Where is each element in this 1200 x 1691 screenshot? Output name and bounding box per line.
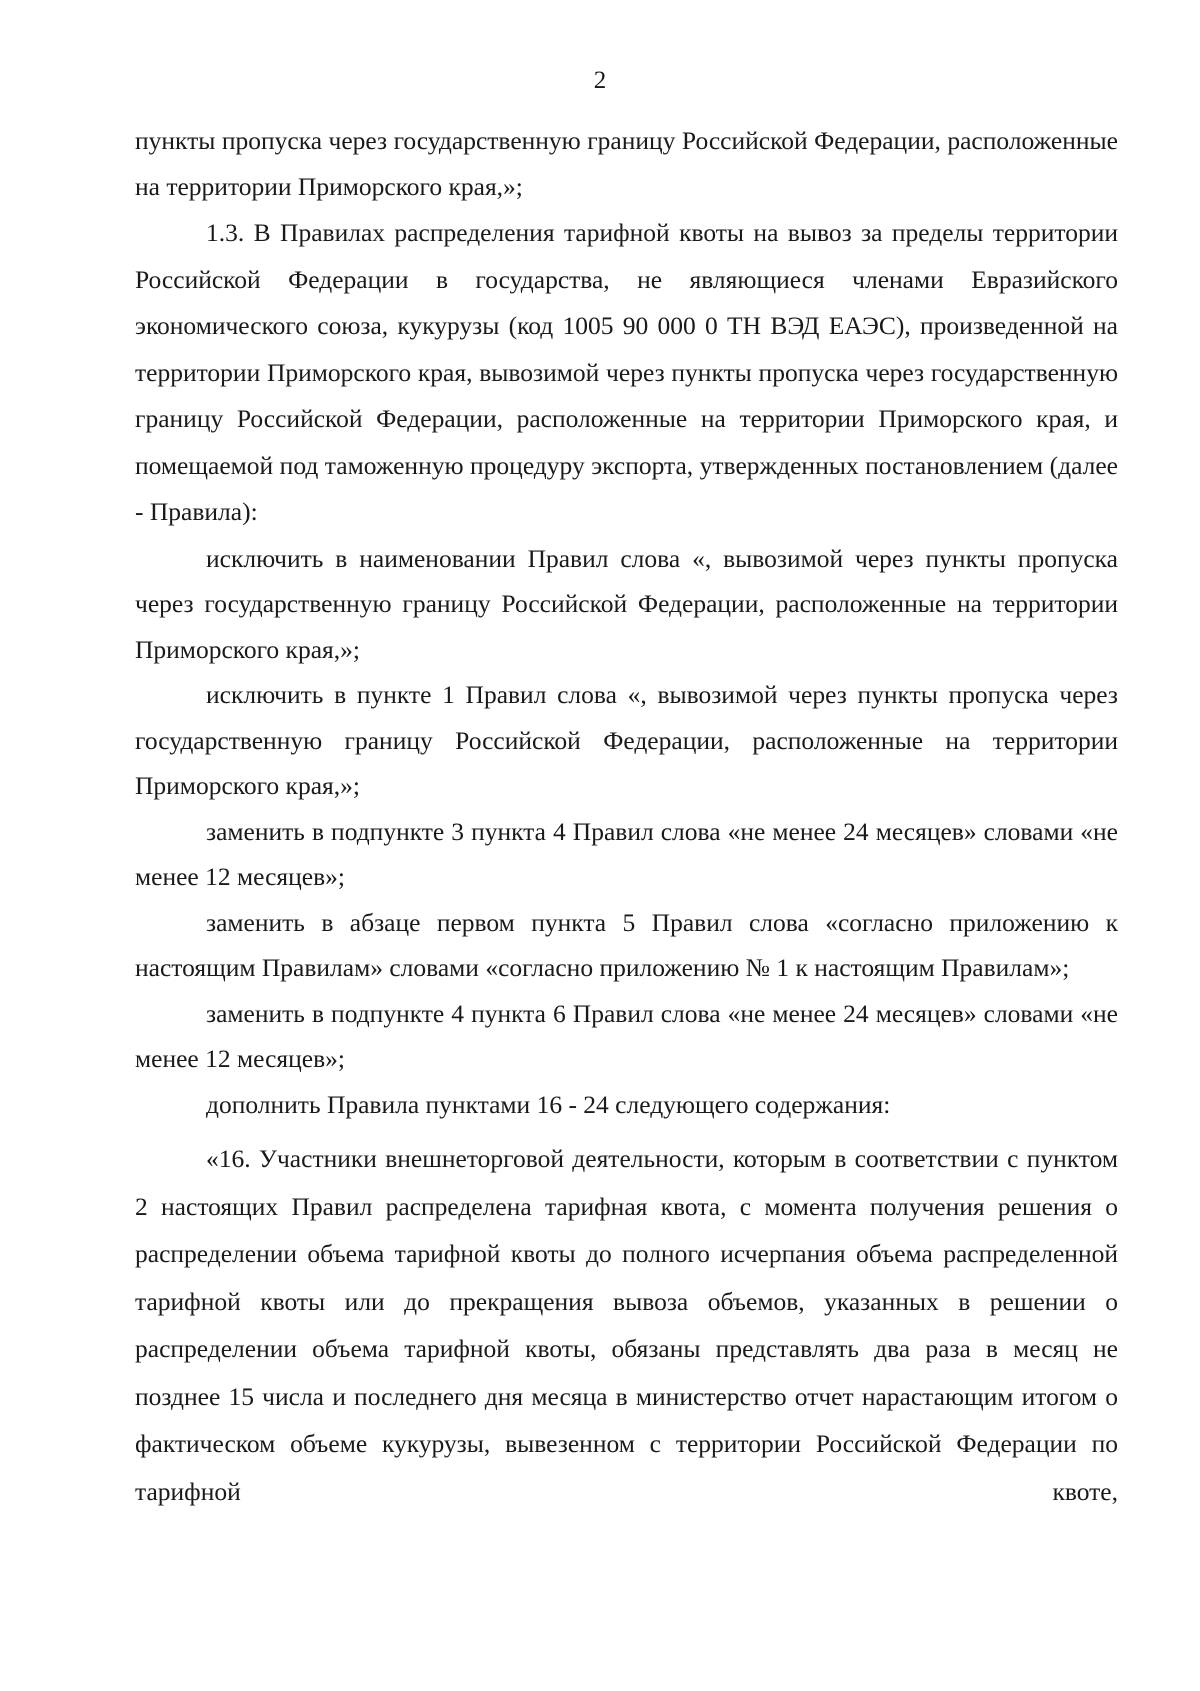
paragraph-add-points: дополнить Правила пунктами 16 - 24 следующего содержания: [206,1089,891,1119]
paragraph-replace-point-6: заменить в подпункте 4 пункта 6 Правил слова «не менее 24 месяцев» словами «не менее 12 месяцев»; [135,998,1118,1073]
paragraph-continuation: пункты пропуска через государственную границу Российской Федерации, расположенные на территории Приморского края,»; [135,126,1118,201]
document-body [135,118,1118,1515]
paragraph-1-3: 1.3. В Правилах распределения тарифной квоты на вывоз за пределы территории Российской Федерации в государства, не являющиеся членами Евразийского экономического союза, кукурузы (код 1005 90 000 0 ТН ВЭД ЕАЭС), произведенной на территории Приморского края, вывозимой через пункты пропуска через государственную границу Российской Федерации, расположенные на территории Приморского края, и помещаемой под таможенную процедуру экспорта, утвержденных постановлением (далее - Правила): [135,218,1118,526]
paragraph-replace-point-5: заменить в абзаце первом пункта 5 Правил слова «согласно приложению к настоящим Правилам» словами «согласно приложению № 1 к настоящим Правилам»; [135,907,1118,982]
paragraph-16: «16. Участники внешнеторговой деятельности, которым в соответствии с пунктом 2 настоящих Правил распределена тарифная квота, с момента получения решения о распределении объема тарифной квоты до полного исчерпания объема распределенной тарифной квоты или до прекращения вывоза объемов, указанных в решении о распределении объема тарифной квоты, обязаны представлять два раза в месяц не позднее 15 числа и последнего дня месяца в министерство отчет нарастающим итогом о фактическом объеме кукурузы, вывезенном с территории Российской Федерации по тарифной квоте, [135,1144,1118,1506]
paragraph-exclude-point-1: исключить в пункте 1 Правил слова «, вывозимой через пункты пропуска через государственную границу Российской Федерации, расположенные на территории Приморского края,»; [135,680,1118,800]
page-number: 2 [593,67,607,94]
paragraph-replace-point-4: заменить в подпункте 3 пункта 4 Правил слова «не менее 24 месяцев» словами «не менее 12 месяцев»; [135,816,1118,891]
paragraph-exclude-title: исключить в наименовании Правил слова «, вывозимой через пункты пропуска через государственную границу Российской Федерации, расположенные на территории Приморского края,»; [135,543,1118,664]
